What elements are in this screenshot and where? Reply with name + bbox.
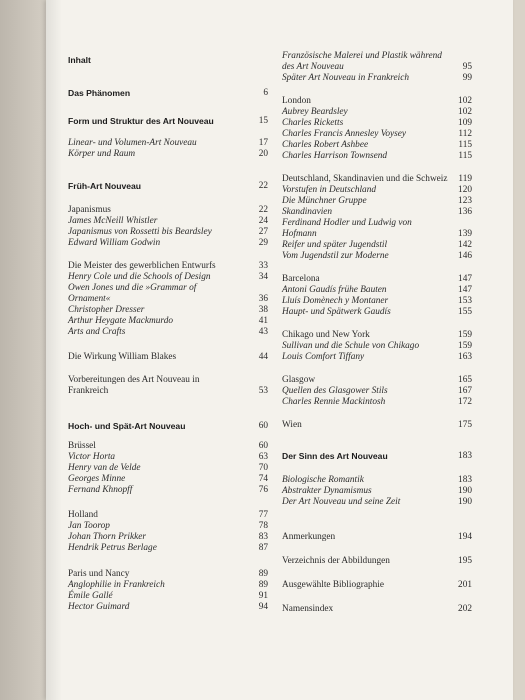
toc-entry-title: Verzeichnis der Abbildungen bbox=[282, 556, 390, 566]
toc-entry bbox=[68, 580, 268, 591]
toc-entry bbox=[282, 151, 472, 162]
toc-entry-title: Jan Toorop bbox=[68, 521, 110, 531]
toc-entry bbox=[282, 129, 472, 140]
toc-entry-title: Abstrakter Dynamismus bbox=[282, 486, 372, 496]
toc-entry bbox=[68, 452, 268, 463]
toc-entry-page: 41 bbox=[258, 316, 268, 326]
toc-entry-title: Französische Malerei und Plastik während bbox=[282, 51, 442, 61]
toc-entry-page: 115 bbox=[458, 151, 472, 161]
toc-entry-page: 89 bbox=[258, 580, 268, 590]
toc-entry-title: Owen Jones und die »Grammar of bbox=[68, 283, 197, 293]
toc-entry-title: Barcelona bbox=[282, 274, 320, 284]
toc-entry-title: Vom Jugendstil zur Moderne bbox=[282, 251, 389, 261]
toc-entry bbox=[68, 238, 268, 249]
toc-entry-title: Aubrey Beardsley bbox=[282, 107, 348, 117]
toc-entry-page: 94 bbox=[258, 602, 268, 612]
toc-entry bbox=[282, 420, 472, 431]
toc-entry-title: Lluís Domènech y Montaner bbox=[282, 296, 389, 306]
toc-entry bbox=[282, 73, 472, 84]
toc-entry-page: 60 bbox=[258, 441, 268, 451]
toc-entry bbox=[68, 510, 268, 521]
toc-entry-title: Vorbereitungen des Art Nouveau in bbox=[68, 375, 200, 385]
toc-entry-title: Charles Robert Ashbee bbox=[282, 140, 369, 150]
toc-entry-title: Paris und Nancy bbox=[68, 569, 130, 579]
toc-entry bbox=[68, 602, 268, 613]
toc-entry-page: 119 bbox=[458, 174, 472, 184]
toc-entry-title: Charles Rennie Mackintosh bbox=[282, 397, 386, 407]
toc-entry bbox=[282, 341, 472, 352]
toc-entry-title: Arts and Crafts bbox=[68, 327, 126, 337]
toc-entry-title: Sullivan und die Schule von Chikago bbox=[282, 341, 420, 351]
toc-entry-title: Hofmann bbox=[282, 229, 317, 239]
toc-section-heading bbox=[282, 451, 472, 463]
toc-entry-page: 95 bbox=[462, 62, 472, 72]
toc-entry bbox=[282, 307, 472, 318]
toc-entry bbox=[68, 261, 268, 272]
toc-entry-page: 159 bbox=[458, 341, 472, 351]
toc-entry-page: 142 bbox=[458, 240, 472, 250]
toc-entry-title: Antoni Gaudís frühe Bauten bbox=[282, 285, 387, 295]
toc-entry-title: Glasgow bbox=[282, 375, 316, 385]
toc-entry-page: 34 bbox=[258, 272, 268, 282]
toc-entry-title: Deutschland, Skandinavien und die Schweiz bbox=[282, 174, 448, 184]
toc-entry bbox=[68, 294, 268, 305]
toc-entry-page: 22 bbox=[258, 181, 268, 191]
toc-entry-title: Später Art Nouveau in Frankreich bbox=[282, 73, 410, 83]
toc-entry bbox=[282, 140, 472, 151]
toc-entry-title: Die Wirkung William Blakes bbox=[68, 352, 177, 362]
toc-entry bbox=[282, 375, 472, 386]
toc-entry-title: Hendrik Petrus Berlage bbox=[68, 543, 157, 553]
toc-entry-title: Wien bbox=[282, 420, 302, 430]
toc-entry-title: Edward William Godwin bbox=[68, 238, 161, 248]
toc-entry-page: 183 bbox=[458, 451, 472, 461]
toc-entry bbox=[68, 327, 268, 338]
toc-entry bbox=[68, 205, 268, 216]
toc-entry bbox=[68, 441, 268, 452]
toc-entry bbox=[282, 196, 472, 207]
toc-entry-title: Charles Francis Annesley Voysey bbox=[282, 129, 407, 139]
toc-entry bbox=[282, 207, 472, 218]
toc-entry bbox=[282, 118, 472, 129]
toc-entry-title: Ausgewählte Bibliographie bbox=[282, 580, 384, 590]
toc-entry-page: 91 bbox=[258, 591, 268, 601]
toc-entry-title: Hector Guimard bbox=[68, 602, 130, 612]
toc-entry bbox=[282, 274, 472, 285]
toc-entry-page: 29 bbox=[258, 238, 268, 248]
toc-entry-title: Der Art Nouveau und seine Zeit bbox=[282, 497, 401, 507]
toc-entry-title: Émile Gallé bbox=[68, 591, 113, 601]
toc-entry bbox=[68, 316, 268, 327]
toc-entry-page: 17 bbox=[258, 138, 268, 148]
toc-entry-title: Christopher Dresser bbox=[68, 305, 145, 315]
toc-entry-page: 89 bbox=[258, 569, 268, 579]
toc-entry bbox=[282, 285, 472, 296]
toc-entry-title: Früh-Art Nouveau bbox=[68, 181, 142, 191]
toc-entry-page: 43 bbox=[258, 327, 268, 337]
toc-entry bbox=[282, 240, 472, 251]
toc-entry bbox=[282, 556, 472, 567]
toc-entry bbox=[282, 475, 472, 486]
toc-entry-page: 139 bbox=[458, 229, 472, 239]
toc-entry-title: Inhalt bbox=[68, 55, 91, 65]
toc-entry bbox=[282, 330, 472, 341]
toc-entry bbox=[68, 227, 268, 238]
toc-entry bbox=[282, 532, 472, 543]
toc-entry-title: London bbox=[282, 96, 311, 106]
toc-entry bbox=[282, 51, 472, 62]
toc-entry-page: 27 bbox=[258, 227, 268, 237]
toc-entry-title: Hoch- und Spät-Art Nouveau bbox=[68, 421, 186, 431]
toc-entry bbox=[282, 386, 472, 397]
toc-entry-title: Arthur Heygate Mackmurdo bbox=[68, 316, 173, 326]
toc-entry-page: 202 bbox=[458, 604, 472, 614]
toc-entry bbox=[282, 251, 472, 262]
toc-entry-page: 74 bbox=[258, 474, 268, 484]
toc-entry-title: Japanismus bbox=[68, 205, 111, 215]
toc-entry-title: Anglophilie in Frankreich bbox=[68, 580, 165, 590]
toc-entry-title: Der Sinn des Art Nouveau bbox=[282, 451, 388, 461]
toc-entry-title: Das Phänomen bbox=[68, 88, 131, 98]
toc-entry bbox=[282, 296, 472, 307]
toc-entry-page: 190 bbox=[458, 486, 472, 496]
toc-entry-title: Quellen des Glasgower Stils bbox=[282, 386, 388, 396]
toc-entry-page: 102 bbox=[458, 96, 472, 106]
toc-entry bbox=[68, 532, 268, 543]
toc-section-heading bbox=[68, 116, 268, 128]
toc-entry bbox=[282, 107, 472, 118]
toc-entry-page: 87 bbox=[258, 543, 268, 553]
toc-entry-page: 120 bbox=[458, 185, 472, 195]
toc-entry bbox=[68, 375, 268, 386]
toc-entry bbox=[282, 352, 472, 363]
toc-entry-title: Johan Thorn Prikker bbox=[68, 532, 146, 542]
toc-entry-page: 78 bbox=[258, 521, 268, 531]
toc-entry-page: 53 bbox=[258, 386, 268, 396]
toc-entry-title: des Art Nouveau bbox=[282, 62, 344, 72]
toc-section-heading bbox=[68, 181, 268, 193]
toc-entry-title: Charles Ricketts bbox=[282, 118, 344, 128]
background-surface bbox=[0, 0, 52, 700]
toc-entry-page: 147 bbox=[458, 274, 472, 284]
toc-entry-page: 33 bbox=[258, 261, 268, 271]
toc-entry-title: Linear- und Volumen-Art Nouveau bbox=[68, 138, 197, 148]
toc-entry-page: 77 bbox=[258, 510, 268, 520]
toc-entry bbox=[282, 397, 472, 408]
toc-entry-page: 38 bbox=[258, 305, 268, 315]
toc-entry-title: Skandinavien bbox=[282, 207, 333, 217]
toc-entry-title: Biologische Romantik bbox=[282, 475, 364, 485]
toc-entry-page: 83 bbox=[258, 532, 268, 542]
toc-entry-title: Henry Cole und die Schools of Design bbox=[68, 272, 211, 282]
toc-entry-title: Haupt- und Spätwerk Gaudís bbox=[282, 307, 391, 317]
toc-section-heading bbox=[68, 421, 268, 433]
toc-entry-page: 115 bbox=[458, 140, 472, 150]
toc-section-heading bbox=[68, 55, 268, 67]
toc-entry bbox=[68, 272, 268, 283]
toc-entry-page: 24 bbox=[258, 216, 268, 226]
toc-entry-page: 20 bbox=[258, 149, 268, 159]
toc-entry bbox=[68, 138, 268, 149]
toc-entry bbox=[282, 218, 472, 229]
toc-entry-page: 123 bbox=[458, 196, 472, 206]
toc-entry-page: 44 bbox=[258, 352, 268, 362]
toc-entry-title: Brüssel bbox=[68, 441, 96, 451]
toc-entry-page: 190 bbox=[458, 497, 472, 507]
toc-entry-page: 159 bbox=[458, 330, 472, 340]
toc-entry bbox=[282, 62, 472, 73]
toc-entry bbox=[282, 580, 472, 591]
toc-entry-title: Charles Harrison Townsend bbox=[282, 151, 388, 161]
toc-entry bbox=[68, 386, 268, 397]
toc-entry bbox=[68, 569, 268, 580]
toc-entry-title: Fernand Khnopff bbox=[68, 485, 133, 495]
toc-entry bbox=[68, 521, 268, 532]
toc-entry-page: 76 bbox=[258, 485, 268, 495]
toc-entry-page: 63 bbox=[258, 452, 268, 462]
toc-entry-title: Ornament« bbox=[68, 294, 111, 304]
toc-entry-title: James McNeill Whistler bbox=[68, 216, 158, 226]
toc-entry-page: 136 bbox=[458, 207, 472, 217]
toc-entry bbox=[68, 591, 268, 602]
toc-entry bbox=[68, 305, 268, 316]
toc-entry-title: Ferdinand Hodler und Ludwig von bbox=[282, 218, 412, 228]
toc-entry-page: 147 bbox=[458, 285, 472, 295]
toc-entry-title: Louis Comfort Tiffany bbox=[282, 352, 365, 362]
toc-entry-page: 109 bbox=[458, 118, 472, 128]
toc-entry-title: Japanismus von Rossetti bis Beardsley bbox=[68, 227, 212, 237]
toc-entry-title: Vorstufen in Deutschland bbox=[282, 185, 376, 195]
toc-entry-page: 172 bbox=[458, 397, 472, 407]
toc-entry-title: Georges Minne bbox=[68, 474, 126, 484]
toc-entry-page: 60 bbox=[258, 421, 268, 431]
toc-entry-title: Namensindex bbox=[282, 604, 334, 614]
toc-entry-page: 146 bbox=[458, 251, 472, 261]
toc-entry-page: 165 bbox=[458, 375, 472, 385]
toc-entry-page: 175 bbox=[458, 420, 472, 430]
toc-entry bbox=[282, 229, 472, 240]
toc-entry-page: 194 bbox=[458, 532, 472, 542]
toc-entry-title: Die Münchner Gruppe bbox=[282, 196, 367, 206]
toc-entry-page: 163 bbox=[458, 352, 472, 362]
toc-entry bbox=[282, 486, 472, 497]
toc-entry bbox=[68, 474, 268, 485]
toc-entry-page: 22 bbox=[258, 205, 268, 215]
toc-entry-page: 36 bbox=[258, 294, 268, 304]
toc-entry bbox=[282, 96, 472, 107]
toc-entry bbox=[68, 485, 268, 496]
toc-entry-page: 102 bbox=[458, 107, 472, 117]
toc-entry-page: 6 bbox=[263, 88, 268, 98]
toc-entry-title: Form und Struktur des Art Nouveau bbox=[68, 116, 214, 126]
toc-entry bbox=[282, 604, 472, 615]
toc-entry bbox=[68, 463, 268, 474]
toc-entry-page: 99 bbox=[462, 73, 472, 83]
toc-section-heading bbox=[68, 88, 268, 100]
toc-entry-page: 195 bbox=[458, 556, 472, 566]
toc-entry bbox=[282, 497, 472, 508]
toc-entry-page: 153 bbox=[458, 296, 472, 306]
toc-entry bbox=[68, 149, 268, 160]
toc-entry-title: Holland bbox=[68, 510, 98, 520]
toc-entry-title: Victor Horta bbox=[68, 452, 116, 462]
toc-entry-title: Die Meister des gewerblichen Entwurfs bbox=[68, 261, 216, 271]
toc-entry bbox=[68, 352, 268, 363]
toc-entry-page: 15 bbox=[258, 116, 268, 126]
toc-entry-title: Körper und Raum bbox=[68, 149, 136, 159]
page-gutter-shadow bbox=[46, 0, 62, 700]
toc-entry bbox=[68, 216, 268, 227]
toc-entry bbox=[68, 543, 268, 554]
toc-entry-page: 112 bbox=[458, 129, 472, 139]
toc-entry-title: Chikago und New York bbox=[282, 330, 370, 340]
toc-entry-page: 183 bbox=[458, 475, 472, 485]
toc-entry-title: Reifer und später Jugendstil bbox=[282, 240, 388, 250]
toc-entry bbox=[282, 174, 472, 185]
toc-entry-page: 155 bbox=[458, 307, 472, 317]
toc-entry-page: 167 bbox=[458, 386, 472, 396]
toc-entry-title: Frankreich bbox=[68, 386, 109, 396]
toc-entry-page: 70 bbox=[258, 463, 268, 473]
toc-entry-title: Henry van de Velde bbox=[68, 463, 141, 473]
toc-entry bbox=[282, 185, 472, 196]
toc-entry-page: 201 bbox=[458, 580, 472, 590]
toc-entry-title: Anmerkungen bbox=[282, 532, 336, 542]
toc-entry bbox=[68, 283, 268, 294]
